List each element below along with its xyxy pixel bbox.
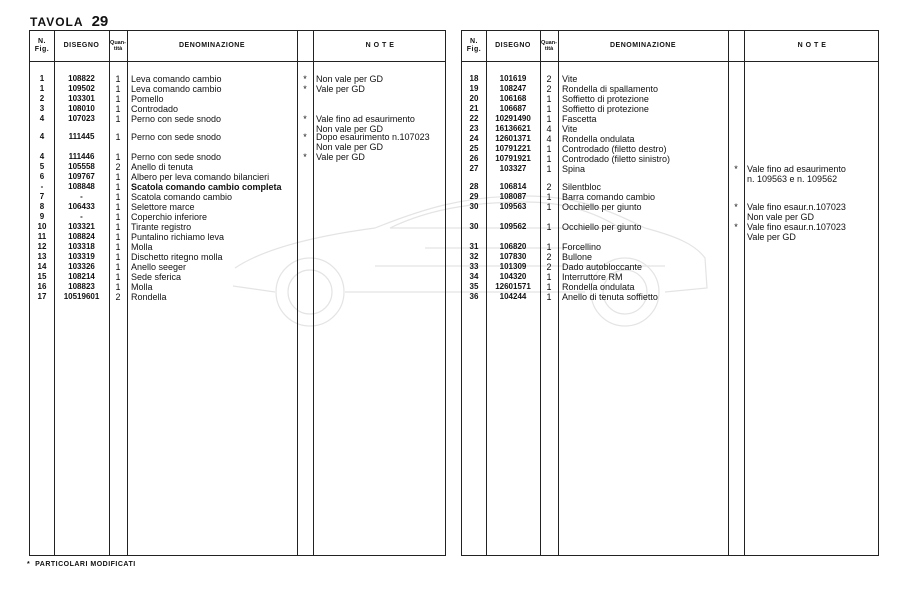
fig-number: 5 <box>39 162 45 171</box>
drawing-number: 103319 <box>68 252 95 261</box>
note: Vale per GD <box>747 232 796 242</box>
description: Forcellino <box>562 242 602 252</box>
fig-number: 23 <box>469 124 479 133</box>
table-row <box>462 144 878 154</box>
table-row <box>30 182 445 192</box>
note: n. 109563 e n. 109562 <box>747 174 838 184</box>
table-row <box>30 212 445 222</box>
table-row <box>30 104 445 114</box>
fig-number: - <box>40 182 44 191</box>
drawing-number: 106168 <box>499 94 527 103</box>
description: Scatola comando cambio <box>131 192 233 202</box>
drawing-number: 12601571 <box>495 282 531 291</box>
quantity: 1 <box>115 222 121 232</box>
drawing-number: 106814 <box>499 182 527 191</box>
drawing-number: 103321 <box>68 222 95 231</box>
note: Vale fino ad esaurimento <box>747 164 846 174</box>
quantity: 1 <box>115 232 121 242</box>
table-row <box>462 242 878 252</box>
quantity: 1 <box>546 292 552 302</box>
fig-number: 21 <box>469 104 479 113</box>
table-row <box>462 222 878 232</box>
header-note: N O T E <box>797 42 827 49</box>
table-row <box>30 84 445 94</box>
description: Occhiello per giunto <box>562 222 642 232</box>
parts-table-left <box>29 30 446 556</box>
drawing-number: 103318 <box>68 242 95 251</box>
description: Vite <box>562 124 578 134</box>
quantity: 1 <box>115 262 121 272</box>
table-row <box>462 192 878 202</box>
fig-number: 4 <box>39 114 45 123</box>
drawing-number: 109562 <box>499 222 527 231</box>
quantity: 1 <box>115 192 121 202</box>
modified-mark: * <box>734 164 738 174</box>
table-row <box>30 94 445 104</box>
fig-number: 33 <box>469 262 479 271</box>
drawing-number: 105558 <box>68 162 95 171</box>
quantity: 1 <box>546 94 552 104</box>
description: Albero per leva comando bilancieri <box>131 172 270 182</box>
table-row <box>30 132 445 142</box>
quantity: 1 <box>546 202 552 212</box>
footer-legend <box>27 561 136 568</box>
table-row <box>462 134 878 144</box>
table-row <box>462 104 878 114</box>
description: Controdado (filetto sinistro) <box>562 154 671 164</box>
fig-number: 22 <box>469 114 479 123</box>
fig-number: 16 <box>37 282 47 291</box>
note: Non vale per GD <box>316 74 384 84</box>
drawing-number: 108848 <box>68 182 95 191</box>
fig-number: 30 <box>469 202 479 211</box>
quantity: 2 <box>546 252 552 262</box>
description: Dado autobloccante <box>562 262 643 272</box>
table-row <box>462 282 878 292</box>
title-number: 29 <box>91 13 109 30</box>
page-title <box>30 13 108 31</box>
fig-number: 34 <box>469 272 479 281</box>
quantity: 1 <box>546 144 552 154</box>
quantity: 1 <box>546 164 552 174</box>
description: Interruttore RM <box>562 272 623 282</box>
description: Leva comando cambio <box>131 74 222 84</box>
modified-mark: * <box>303 114 307 124</box>
quantity: 1 <box>115 94 121 104</box>
quantity: 1 <box>115 114 121 124</box>
quantity: 1 <box>115 132 121 142</box>
description: Perno con sede snodo <box>131 132 222 142</box>
table-row <box>30 202 445 212</box>
quantity: 2 <box>546 84 552 94</box>
description: Molla <box>131 282 153 292</box>
table-row <box>30 262 445 272</box>
note: Dopo esaurimento n.107023 <box>316 132 430 142</box>
table-row <box>30 232 445 242</box>
table-row <box>30 252 445 262</box>
quantity: 4 <box>546 124 552 134</box>
fig-number: 26 <box>469 154 479 163</box>
table-row <box>462 212 878 222</box>
quantity: 4 <box>546 134 552 144</box>
fig-number: 2 <box>39 94 45 103</box>
fig-number: 36 <box>469 292 479 301</box>
quantity: 1 <box>115 104 121 114</box>
table-row <box>462 94 878 104</box>
fig-number: 20 <box>469 94 479 103</box>
table-row <box>30 292 445 302</box>
fig-number: 17 <box>37 292 47 301</box>
table-row <box>462 74 878 84</box>
drawing-number: - <box>80 212 83 221</box>
fig-number: 25 <box>469 144 479 153</box>
footer-star: * <box>27 561 31 568</box>
description: Puntalino richiamo leva <box>131 232 225 242</box>
header-fig: N. Fig. <box>466 38 482 53</box>
quantity: 1 <box>115 84 121 94</box>
modified-mark: * <box>734 202 738 212</box>
drawing-number: 10519601 <box>63 292 100 301</box>
table-row <box>30 282 445 292</box>
description: Rondella ondulata <box>562 282 635 292</box>
quantity: 1 <box>546 272 552 282</box>
description: Vite <box>562 74 578 84</box>
note: Non vale per GD <box>747 212 815 222</box>
fig-number: 14 <box>37 262 47 271</box>
drawing-number: 109767 <box>68 172 95 181</box>
table-row <box>462 202 878 212</box>
description: Anello di tenuta soffietto <box>562 292 658 302</box>
drawing-number: 103301 <box>68 94 95 103</box>
quantity: 1 <box>546 282 552 292</box>
table-row <box>30 242 445 252</box>
description: Anello di tenuta <box>131 162 194 172</box>
drawing-number: - <box>80 192 83 201</box>
quantity: 1 <box>546 104 552 114</box>
description: Spina <box>562 164 586 174</box>
quantity: 1 <box>115 152 121 162</box>
note: Vale per GD <box>316 152 365 162</box>
table-row <box>462 84 878 94</box>
header-denominazione: DENOMINAZIONE <box>610 42 676 49</box>
drawing-number: 109502 <box>68 84 95 93</box>
drawing-number: 101309 <box>499 262 527 271</box>
table-row <box>30 142 445 152</box>
description: Soffietto di protezione <box>562 104 649 114</box>
note: Non vale per GD <box>316 142 384 152</box>
quantity: 1 <box>115 182 121 192</box>
table-row <box>462 124 878 134</box>
fig-number: 6 <box>39 172 45 181</box>
quantity: 1 <box>115 74 121 84</box>
drawing-number: 108214 <box>68 272 95 281</box>
note: Non vale per GD <box>316 124 384 134</box>
note: Vale per GD <box>316 84 365 94</box>
fig-number: 18 <box>469 74 479 83</box>
footer-text: PARTICOLARI MODIFICATI <box>35 561 136 568</box>
header-quantita: Quan-tità <box>110 40 126 52</box>
modified-mark: * <box>734 222 738 232</box>
table-row <box>30 172 445 182</box>
drawing-number: 16136621 <box>495 124 531 133</box>
fig-number: 13 <box>37 252 47 261</box>
fig-number: 1 <box>39 74 45 83</box>
fig-number: 31 <box>469 242 479 251</box>
fig-number: 4 <box>39 132 45 141</box>
quantity: 1 <box>115 172 121 182</box>
description: Leva comando cambio <box>131 84 222 94</box>
header-denominazione: DENOMINAZIONE <box>179 42 245 49</box>
description: Coperchio inferiore <box>131 212 208 222</box>
note: Vale fino ad esaurimento <box>316 114 415 124</box>
description: Rondella di spallamento <box>562 84 659 94</box>
description: Selettore marce <box>131 202 195 212</box>
fig-number: 12 <box>37 242 47 251</box>
drawing-number: 104244 <box>499 292 527 301</box>
quantity: 1 <box>546 242 552 252</box>
fig-number: 30 <box>469 222 479 231</box>
table-row <box>30 114 445 124</box>
fig-number: 27 <box>469 164 479 173</box>
description: Perno con sede snodo <box>131 114 222 124</box>
drawing-number: 104320 <box>499 272 527 281</box>
table-row <box>30 222 445 232</box>
table-row <box>462 114 878 124</box>
fig-number: 15 <box>37 272 47 281</box>
table-row <box>30 74 445 84</box>
drawing-number: 111446 <box>68 152 95 161</box>
quantity: 1 <box>115 212 121 222</box>
description: Perno con sede snodo <box>131 152 222 162</box>
drawing-number: 109563 <box>499 202 527 211</box>
drawing-number: 10791921 <box>495 154 531 163</box>
table-row <box>462 272 878 282</box>
drawing-number: 10791221 <box>495 144 531 153</box>
description: Molla <box>131 242 153 252</box>
table-row <box>462 164 878 174</box>
description: Rondella ondulata <box>562 134 635 144</box>
fig-number: 24 <box>469 134 479 143</box>
drawing-number: 103326 <box>68 262 95 271</box>
description: Silentbloc <box>562 182 602 192</box>
header-note: N O T E <box>365 42 395 49</box>
description: Dischetto ritegno molla <box>131 252 223 262</box>
drawing-number: 106687 <box>499 104 527 113</box>
drawing-number: 101619 <box>499 74 527 83</box>
fig-number: 1 <box>39 84 45 93</box>
quantity: 1 <box>115 282 121 292</box>
description: Controdado <box>131 104 179 114</box>
table-row <box>30 192 445 202</box>
quantity: 1 <box>546 114 552 124</box>
drawing-number: 108010 <box>68 104 95 113</box>
table-row <box>462 252 878 262</box>
quantity: 1 <box>546 192 552 202</box>
drawing-number: 108247 <box>499 84 527 93</box>
drawing-number: 108822 <box>68 74 95 83</box>
drawing-number: 106433 <box>68 202 95 211</box>
description: Tirante registro <box>131 222 192 232</box>
fig-number: 19 <box>469 84 479 93</box>
fig-number: 32 <box>469 252 479 261</box>
quantity: 1 <box>115 202 121 212</box>
fig-number: 9 <box>39 212 45 221</box>
description: Rondella <box>131 292 167 302</box>
description: Sede sferica <box>131 272 182 282</box>
quantity: 1 <box>546 222 552 232</box>
drawing-number: 108087 <box>499 192 527 201</box>
quantity: 2 <box>546 182 552 192</box>
quantity: 2 <box>115 162 121 172</box>
quantity: 2 <box>546 74 552 84</box>
table-row <box>462 262 878 272</box>
drawing-number: 107023 <box>68 114 95 123</box>
header-disegno: DISEGNO <box>495 42 531 49</box>
table-row <box>30 272 445 282</box>
description: Pomello <box>131 94 164 104</box>
description: Occhiello per giunto <box>562 202 642 212</box>
table-row <box>462 154 878 164</box>
drawing-number: 106820 <box>499 242 527 251</box>
drawing-number: 107830 <box>499 252 527 261</box>
fig-number: 4 <box>39 152 45 161</box>
modified-mark: * <box>303 74 307 84</box>
drawing-number: 10291490 <box>495 114 531 123</box>
drawing-number: 108824 <box>68 232 95 241</box>
drawing-number: 103327 <box>499 164 527 173</box>
modified-mark: * <box>303 152 307 162</box>
parts-table-right <box>461 30 879 556</box>
modified-mark: * <box>303 132 307 142</box>
quantity: 1 <box>546 154 552 164</box>
drawing-number: 12601371 <box>495 134 531 143</box>
description: Fascetta <box>562 114 597 124</box>
note: Vale fino esaur.n.107023 <box>747 222 846 232</box>
fig-number: 35 <box>469 282 479 291</box>
description: Controdado (filetto destro) <box>562 144 667 154</box>
header-disegno: DISEGNO <box>63 42 100 49</box>
quantity: 1 <box>115 272 121 282</box>
quantity: 2 <box>115 292 121 302</box>
header-quantita: Quan-tità <box>541 40 557 52</box>
fig-number: 11 <box>37 232 47 241</box>
table-row <box>30 162 445 172</box>
quantity: 1 <box>115 252 121 262</box>
fig-number: 8 <box>39 202 45 211</box>
description: Anello seeger <box>131 262 187 272</box>
drawing-number: 111445 <box>68 132 95 141</box>
modified-mark: * <box>303 84 307 94</box>
header-fig: N. Fig. <box>34 38 50 53</box>
table-row <box>30 152 445 162</box>
table-row <box>462 232 878 242</box>
fig-number: 28 <box>469 182 479 191</box>
title-label: TAVOLA <box>30 15 84 29</box>
fig-number: 7 <box>39 192 45 201</box>
quantity: 1 <box>115 242 121 252</box>
table-row <box>462 182 878 192</box>
table-row <box>462 292 878 302</box>
description: Barra comando cambio <box>562 192 656 202</box>
description: Bullone <box>562 252 593 262</box>
fig-number: 10 <box>37 222 47 231</box>
note: Vale fino esaur.n.107023 <box>747 202 846 212</box>
quantity: 2 <box>546 262 552 272</box>
drawing-number: 108823 <box>68 282 95 291</box>
fig-number: 3 <box>39 104 45 113</box>
description: Scatola comando cambio completa <box>131 182 282 192</box>
fig-number: 29 <box>469 192 479 201</box>
description: Soffietto di protezione <box>562 94 649 104</box>
